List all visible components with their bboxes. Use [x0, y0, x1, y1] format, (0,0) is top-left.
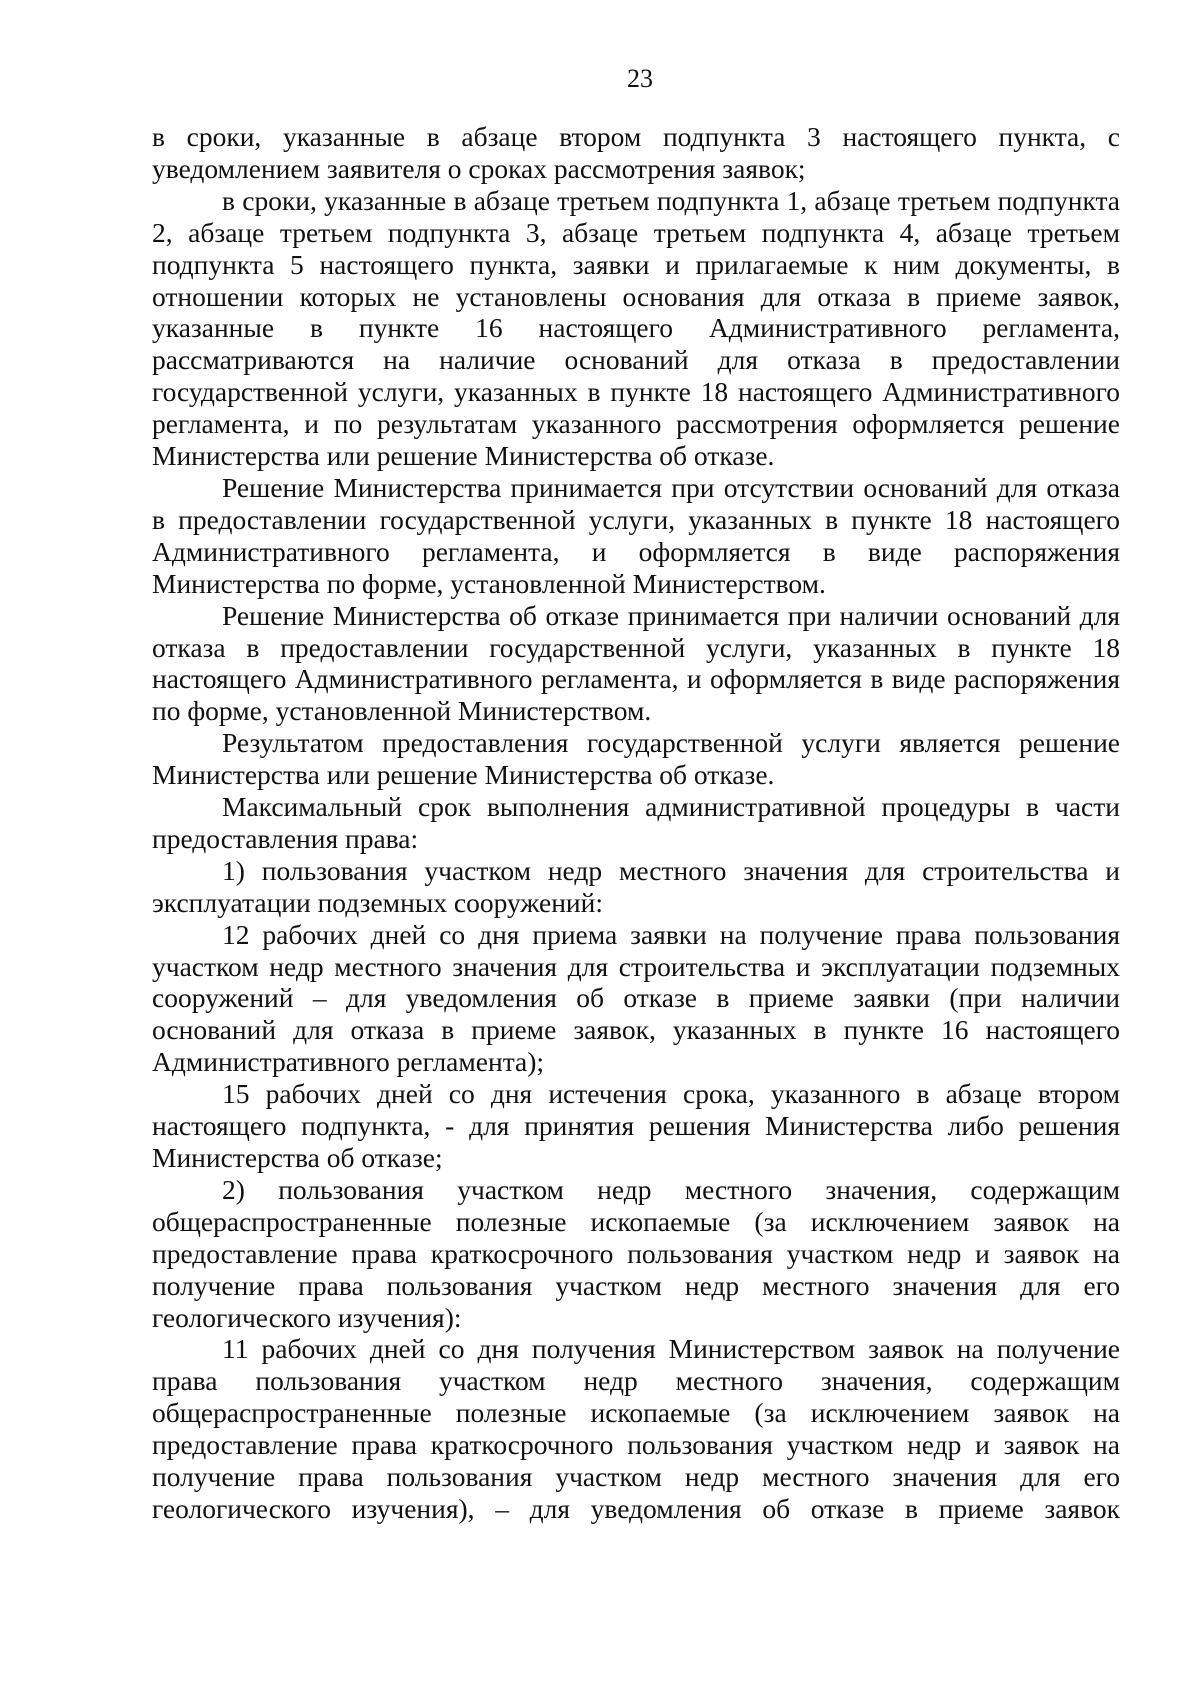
paragraph: 15 рабочих дней со дня истечения срока, указанного в абзаце втором настоящего подпункта, - для принятия решения Министерства либо решения Министерства об отказе;	[152, 1078, 1120, 1173]
paragraph: Решение Министерства принимается при отсутствии оснований для отказа в предоставлении государственной услуги, указанных в пункте 18 настоящего Административного регламента, и оформляется в виде распоряжения Министерства по форме, установленной Министерством.	[152, 471, 1120, 599]
paragraph: в сроки, указанные в абзаце втором подпункта 3 настоящего пункта, с уведомлением заявителя о сроках рассмотрения заявок;	[152, 121, 1120, 184]
paragraph: Решение Министерства об отказе принимается при наличии оснований для отказа в предоставлении государственной услуги, указанных в пункте 18 настоящего Административного регламента, и оформляется в виде распоряжения по форме, установленной Министерством.	[152, 599, 1120, 727]
paragraph: 12 рабочих дней со дня приема заявки на получение права пользования участком недр местного значения для строительства и эксплуатации подземных сооружений – для уведомления об отказе в приеме заявки (при наличии оснований для отказа в приеме заявок, указанных в пункте 16 настоящего Административного регламента);	[152, 918, 1120, 1078]
page-number: 23	[627, 64, 653, 93]
paragraph: 2) пользования участком недр местного значения, содержащим общераспространенные полезные ископаемые (за исключением заявок на предоставление права краткосрочного пользования участком недр и заявок на получение права пользования участком недр местного значения для его геологического изучения):	[152, 1173, 1120, 1333]
document-body	[152, 121, 1120, 1525]
paragraph: 11 рабочих дней со дня получения Министерством заявок на получение права пользования участком недр местного значения, содержащим общераспространенные полезные ископаемые (за исключением заявок на предоставление права краткосрочного пользования участком недр и заявок на получение права пользования участком недр местного значения для его геологического изучения), – для уведомления об отказе в приеме заявок	[152, 1333, 1120, 1524]
paragraph: 1) пользования участком недр местного значения для строительства и эксплуатации подземных сооружений:	[152, 854, 1120, 918]
paragraph: Результатом предоставления государственной услуги является решение Министерства или решение Министерства об отказе.	[152, 727, 1120, 791]
paragraph: Максимальный срок выполнения административной процедуры в части предоставления права:	[152, 791, 1120, 854]
paragraph: в сроки, указанные в абзаце третьем подпункта 1, абзаце третьем подпункта 2, абзаце третьем подпункта 3, абзаце третьем подпункта 4, абзаце третьем подпункта 5 настоящего пункта, заявки и прилагаемые к ним документы, в отношении которых не установлены основания для отказа в приеме заявок, указанные в пункте 16 настоящего Административного регламента, рассматриваются на наличие оснований для отказа в предоставлении государственной услуги, указанных в пункте 18 настоящего Административного регламента, и по результатам указанного рассмотрения оформляется решение Министерства или решение Министерства об отказе.	[152, 184, 1120, 472]
